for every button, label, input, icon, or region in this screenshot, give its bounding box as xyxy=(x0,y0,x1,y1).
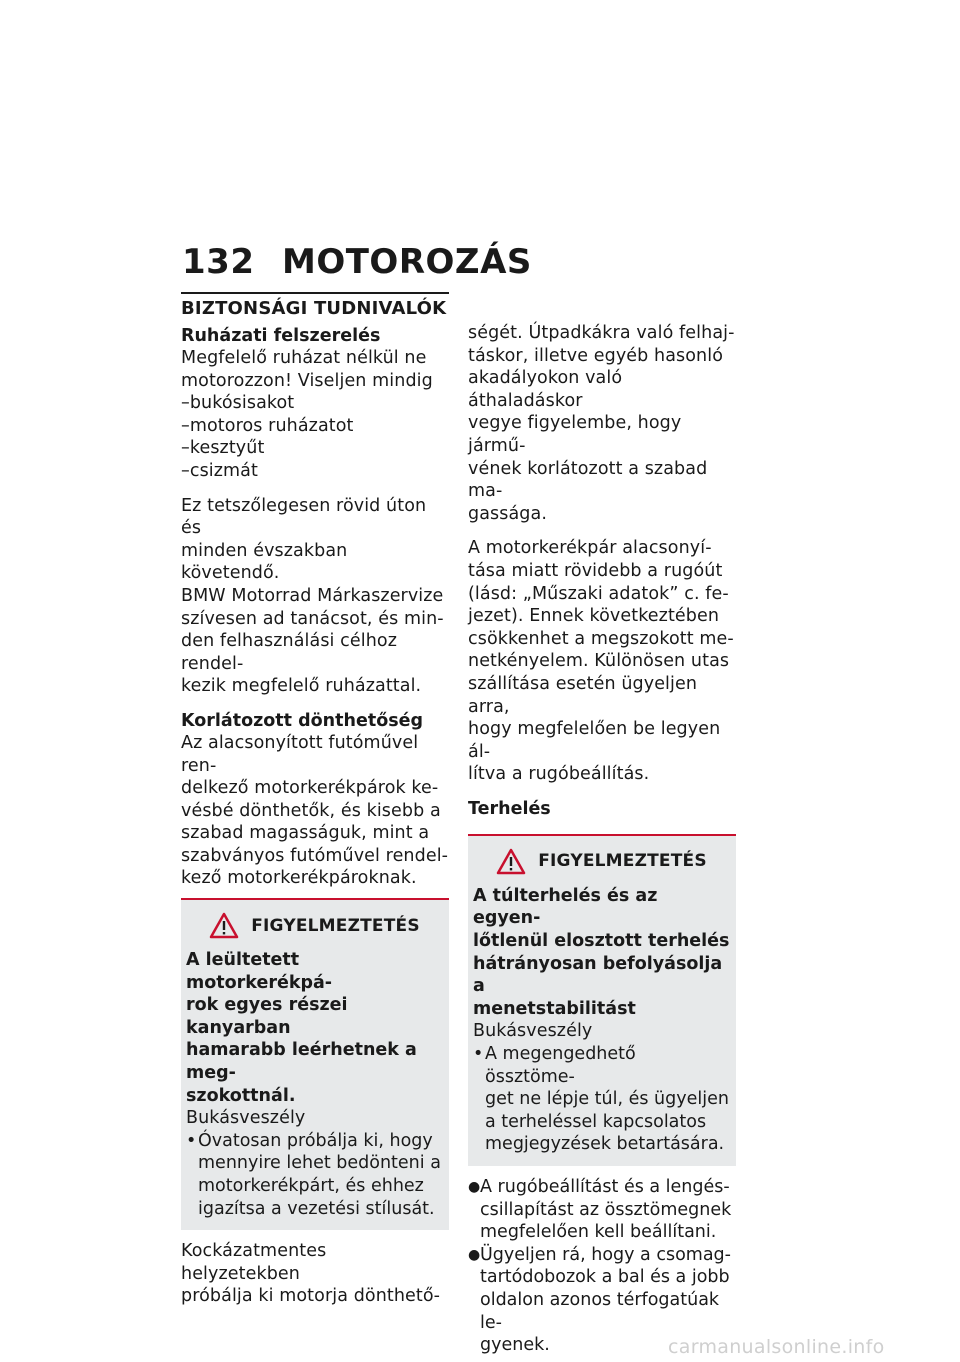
bullet-icon: ● xyxy=(468,1246,481,1263)
text-line: A túlterhelés és az egyen- xyxy=(473,885,658,929)
text-line: igazítsa a vezetési stílusát. xyxy=(198,1198,435,1219)
text-line: szállítása esetén ügyeljen arra, xyxy=(468,673,698,717)
text-line: Óvatosan próbálja ki, hogy xyxy=(198,1130,433,1151)
section-title: BIZTONSÁGI TUDNIVALÓK xyxy=(181,292,449,319)
clothing-text xyxy=(181,347,449,483)
text-line: minden évszakban követendő. xyxy=(181,540,348,584)
bullet-icon: ● xyxy=(468,1179,481,1195)
text-line: Ez tetszőlegesen rövid úton és xyxy=(181,495,427,539)
text-line: vének korlátozott a szabad ma- xyxy=(468,458,708,502)
warning-box xyxy=(468,834,736,1166)
bullet-text xyxy=(480,1176,731,1244)
text-line: hamarabb leérhetnek a meg- xyxy=(186,1040,417,1084)
warning-bullet xyxy=(473,1043,730,1156)
paragraph xyxy=(181,495,449,698)
page-header xyxy=(182,242,742,282)
text-line: hogy megfelelően be legyen ál- xyxy=(468,719,721,762)
text-line: gyenek. xyxy=(480,1335,550,1356)
text-line: tartódobozok a bal és a jobb xyxy=(480,1267,730,1288)
warning-statement xyxy=(473,885,730,1021)
text-line: a terheléssel kapcsolatos xyxy=(485,1111,707,1132)
text-line: ségét. Útpadkákra való felhaj- xyxy=(468,323,735,343)
text-line: szabványos futóművel rendel- xyxy=(181,845,449,866)
text-line: lőtlenül elosztott terhelés xyxy=(473,931,730,952)
load-heading: Terhelés xyxy=(468,798,551,819)
bullet-text xyxy=(485,1043,730,1156)
warning-bullet xyxy=(186,1130,443,1220)
warning-title: FIGYELMEZTETÉS xyxy=(251,915,420,936)
lean-text xyxy=(181,732,449,890)
text-line: szabad magasságuk, mint a xyxy=(181,823,430,844)
text-line: delkező motorkerékpárok ke- xyxy=(181,778,439,799)
text-line: Az alacsonyított futóművel ren- xyxy=(181,732,419,776)
text-line: hátrányosan befolyásolja a xyxy=(473,953,723,997)
text-line: motorkerékpárt, és ehhez xyxy=(198,1176,424,1196)
closing-paragraph xyxy=(181,1240,449,1308)
text-line: get ne lépje túl, és ügyeljen xyxy=(485,1089,729,1110)
text-line: csökkenhet a megszokott me- xyxy=(468,628,734,649)
text-line: A motorkerékpár alacsonyí- xyxy=(468,538,712,559)
warning-triangle-icon xyxy=(496,848,526,875)
text-line: akadályokon való áthaladáskor xyxy=(468,368,623,411)
text-line: Ügyeljen rá, hogy a csomag- xyxy=(480,1244,731,1265)
warning-risk: Bukásveszély xyxy=(473,1021,593,1042)
text-line: vésbé dönthetők, és kisebb a xyxy=(181,800,441,821)
text-line: gassága. xyxy=(468,503,547,524)
text-line: motorozzon! Viseljen mindig xyxy=(181,370,433,391)
text-line: A leültetett motorkerékpá- xyxy=(186,950,333,993)
warning-risk: Bukásveszély xyxy=(186,1108,306,1129)
text-line: Kockázatmentes helyzetekben xyxy=(181,1241,327,1284)
text-line: vegye figyelembe, hogy jármű- xyxy=(468,413,682,456)
warning-box xyxy=(181,898,449,1230)
text-line: den felhasználási célhoz rendel- xyxy=(181,631,398,674)
list-item xyxy=(468,1176,736,1244)
bullet-icon: • xyxy=(473,1044,484,1065)
continued-paragraph xyxy=(468,322,736,525)
page-number: 132 xyxy=(182,242,255,282)
text-line: táskor, illetve egyéb hasonló xyxy=(468,345,724,366)
text-line: szívesen ad tanácsot, és min- xyxy=(181,608,444,629)
text-line: A rugóbeállítást és a lengés- xyxy=(480,1177,730,1197)
text-line: Megfelelő ruházat nélkül ne xyxy=(181,348,427,368)
text-line: csillapítást az össztömegnek xyxy=(480,1199,732,1220)
list-item: –bukósisakot xyxy=(181,393,295,414)
list-item: –csizmát xyxy=(181,460,258,481)
text-line: megjegyzések betartására. xyxy=(485,1134,725,1155)
text-line: netkényelem. Különösen utas xyxy=(468,651,730,672)
list-item: –kesztyűt xyxy=(181,438,265,459)
list-item: –motoros ruházatot xyxy=(181,415,354,436)
text-line: BMW Motorrad Márkaszervize xyxy=(181,585,444,606)
text-line: szokottnál. xyxy=(186,1085,296,1106)
watermark: carmanualsonline.info xyxy=(668,1336,885,1358)
chapter-title: MOTOROZÁS xyxy=(282,242,532,282)
warning-header xyxy=(473,848,730,875)
text-line: próbálja ki motorja dönthető- xyxy=(181,1286,441,1307)
bullet-text xyxy=(198,1130,443,1220)
left-column xyxy=(181,292,449,1316)
text-line: (lásd: „Műszaki adatok” c. fe- xyxy=(468,583,729,604)
clothing-heading: Ruházati felszerelés xyxy=(181,326,381,346)
warning-statement xyxy=(186,949,443,1107)
text-line: kezik megfelelő ruházattal. xyxy=(181,676,422,697)
text-line: tása miatt rövidebb a rugóút xyxy=(468,560,723,581)
warning-header xyxy=(186,912,443,939)
paragraph xyxy=(468,537,736,786)
text-line: lítva a rugóbeállítás. xyxy=(468,764,650,785)
text-line: mennyire lehet bedönteni a xyxy=(198,1153,441,1174)
text-line: kező motorkerékpároknak. xyxy=(181,868,417,889)
text-line: megfelelően kell beállítani. xyxy=(480,1222,717,1243)
text-line: A megengedhető össztöme- xyxy=(485,1044,636,1087)
warning-triangle-icon xyxy=(209,912,239,939)
text-line: menetstabilitást xyxy=(473,998,636,1019)
text-line: oldalon azonos térfogatúak le- xyxy=(480,1289,720,1333)
lean-heading: Korlátozott dönthetőség xyxy=(181,710,424,731)
bullet-icon: • xyxy=(186,1130,197,1151)
text-line: rok egyes részei kanyarban xyxy=(186,995,348,1038)
text-line: jezet). Ennek következtében xyxy=(468,606,720,627)
warning-title: FIGYELMEZTETÉS xyxy=(538,851,707,872)
right-column xyxy=(468,322,736,1357)
